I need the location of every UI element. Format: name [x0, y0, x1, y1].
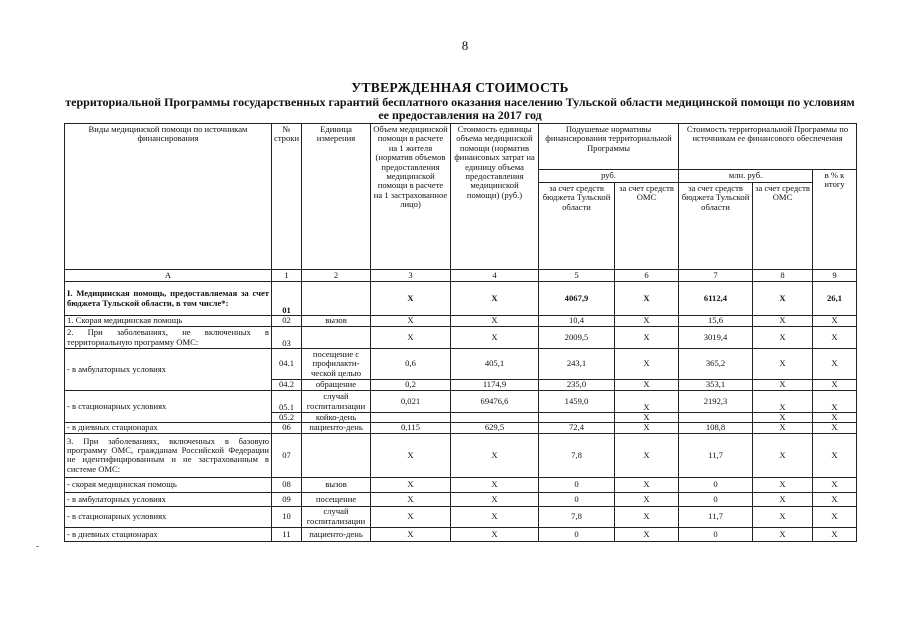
- row-no: 11: [272, 527, 302, 541]
- row-pc-budget: 7,8: [539, 506, 615, 527]
- row-no: 03: [272, 327, 302, 349]
- num-cell: 7: [679, 270, 753, 282]
- row-unit-cost: Х: [451, 327, 539, 349]
- row-unit: посещение с профилакти-ческой целью: [302, 349, 371, 380]
- row-pc-oms: Х: [615, 433, 679, 477]
- row-name: - в амбулаторных условиях: [65, 492, 272, 506]
- row-volume: Х: [371, 492, 451, 506]
- row-no: 07: [272, 433, 302, 477]
- row-tc-oms: Х: [753, 327, 813, 349]
- row-unit: случай госпитализации: [302, 391, 371, 413]
- num-cell: 9: [813, 270, 857, 282]
- row-name: 2. При заболеваниях, не включенных в территориальную программу ОМС:: [65, 327, 272, 349]
- row-pc-budget: [539, 413, 615, 423]
- row-pct: Х: [813, 316, 857, 327]
- row-tc-oms: Х: [753, 282, 813, 316]
- row-no: 02: [272, 316, 302, 327]
- row-unit-cost: 1174,9: [451, 380, 539, 391]
- document-title: УТВЕРЖДЕННАЯ СТОИМОСТЬ: [351, 80, 569, 95]
- row-no: 01: [272, 282, 302, 316]
- table-row: [65, 477, 857, 492]
- row-unit: пациенто-день: [302, 423, 371, 433]
- row-name: - скорая медицинская помощь: [65, 477, 272, 492]
- row-tc-budget: 2192,3: [679, 391, 753, 413]
- row-pct: Х: [813, 423, 857, 433]
- row-tc-oms: Х: [753, 316, 813, 327]
- header-pct: в % к итогу: [813, 170, 857, 270]
- row-pc-oms: Х: [615, 527, 679, 541]
- row-volume: Х: [371, 316, 451, 327]
- table-row: [65, 282, 857, 316]
- row-tc-budget: 108,8: [679, 423, 753, 433]
- row-volume: Х: [371, 282, 451, 316]
- row-volume: Х: [371, 527, 451, 541]
- row-tc-oms: Х: [753, 349, 813, 380]
- row-pc-budget: 7,8: [539, 433, 615, 477]
- row-unit: посещение: [302, 492, 371, 506]
- row-unit-cost: [451, 413, 539, 423]
- row-volume: Х: [371, 477, 451, 492]
- num-cell: 2: [302, 270, 371, 282]
- row-pct: Х: [813, 492, 857, 506]
- row-pct: Х: [813, 527, 857, 541]
- margin-mark: [36, 546, 39, 547]
- num-cell: 5: [539, 270, 615, 282]
- row-unit: [302, 282, 371, 316]
- table-row: [65, 423, 857, 433]
- row-no: 10: [272, 506, 302, 527]
- row-pct: Х: [813, 506, 857, 527]
- row-no: 05.1: [272, 391, 302, 413]
- row-pc-oms: Х: [615, 423, 679, 433]
- row-pct: 26,1: [813, 282, 857, 316]
- row-unit-cost: 405,1: [451, 349, 539, 380]
- header-row-1: [65, 124, 857, 170]
- row-pc-oms: Х: [615, 492, 679, 506]
- row-unit-cost: Х: [451, 527, 539, 541]
- row-pct: Х: [813, 380, 857, 391]
- row-unit-cost: 629,5: [451, 423, 539, 433]
- table-row: [65, 349, 857, 380]
- row-name: - в стационарных условиях: [65, 391, 272, 423]
- row-tc-budget: 0: [679, 527, 753, 541]
- header-tc-oms: за счет средств ОМС: [753, 183, 813, 270]
- table-row: [65, 391, 857, 413]
- row-tc-budget: 365,2: [679, 349, 753, 380]
- row-no: 08: [272, 477, 302, 492]
- row-tc-budget: 11,7: [679, 433, 753, 477]
- row-unit-cost: Х: [451, 316, 539, 327]
- row-name: - в амбулаторных условиях: [65, 349, 272, 391]
- row-tc-oms: Х: [753, 391, 813, 413]
- row-pc-oms: Х: [615, 349, 679, 380]
- row-no: 06: [272, 423, 302, 433]
- row-pc-oms: Х: [615, 316, 679, 327]
- row-pc-oms: Х: [615, 282, 679, 316]
- row-tc-oms: Х: [753, 477, 813, 492]
- row-unit: [302, 327, 371, 349]
- row-pc-budget: 0: [539, 477, 615, 492]
- row-unit-cost: Х: [451, 492, 539, 506]
- row-unit-cost: Х: [451, 282, 539, 316]
- row-pct: Х: [813, 349, 857, 380]
- row-pc-oms: Х: [615, 413, 679, 423]
- header-volume: Объем медицинской помощи в расчете на 1 жителя (норматив объемов предоставления медицинской помощи в расчете на 1 застрахованное лицо): [371, 124, 451, 270]
- row-name: I. Медицинская помощь, предоставляемая за счет бюджета Тульской области, в том числе*:: [65, 282, 272, 316]
- row-volume: Х: [371, 433, 451, 477]
- row-pc-budget: 4067,9: [539, 282, 615, 316]
- cost-table: [64, 123, 857, 542]
- num-cell: 6: [615, 270, 679, 282]
- row-name: - в стационарных условиях: [65, 506, 272, 527]
- row-pc-budget: 1459,0: [539, 391, 615, 413]
- row-unit: вызов: [302, 477, 371, 492]
- header-per-capita: Подушевые нормативы финансирования территориальной Программы: [539, 124, 679, 170]
- table-row: [65, 492, 857, 506]
- row-pc-budget: 243,1: [539, 349, 615, 380]
- row-unit: койко-день: [302, 413, 371, 423]
- page-number: 8: [461, 38, 469, 53]
- row-pct: Х: [813, 327, 857, 349]
- num-cell: А: [65, 270, 272, 282]
- row-tc-oms: Х: [753, 380, 813, 391]
- row-volume: Х: [371, 506, 451, 527]
- row-pc-budget: 72,4: [539, 423, 615, 433]
- row-pc-oms: Х: [615, 477, 679, 492]
- row-tc-oms: Х: [753, 423, 813, 433]
- row-volume: 0,021: [371, 391, 451, 413]
- row-pct: Х: [813, 477, 857, 492]
- row-unit: обращение: [302, 380, 371, 391]
- row-pc-oms: Х: [615, 380, 679, 391]
- row-unit: вызов: [302, 316, 371, 327]
- row-pc-oms: Х: [615, 391, 679, 413]
- num-cell: 1: [272, 270, 302, 282]
- row-tc-oms: Х: [753, 506, 813, 527]
- header-unit-mln: млн. руб.: [679, 170, 813, 183]
- row-pc-budget: 0: [539, 492, 615, 506]
- row-volume: 0,2: [371, 380, 451, 391]
- row-pc-budget: 10,4: [539, 316, 615, 327]
- num-cell: 8: [753, 270, 813, 282]
- row-volume: [371, 413, 451, 423]
- row-volume: Х: [371, 327, 451, 349]
- row-tc-budget: 0: [679, 492, 753, 506]
- row-name: 1. Скорая медицинская помощь: [65, 316, 272, 327]
- header-unit-rub: руб.: [539, 170, 679, 183]
- row-name: - в дневных стационарах: [65, 527, 272, 541]
- header-total-cost: Стоимость территориальной Программы по источникам ее финансового обеспечения: [679, 124, 857, 170]
- row-unit: случай госпитализации: [302, 506, 371, 527]
- row-no: 05.2: [272, 413, 302, 423]
- num-cell: 4: [451, 270, 539, 282]
- row-tc-budget: 6112,4: [679, 282, 753, 316]
- row-unit-cost: Х: [451, 433, 539, 477]
- num-cell: 3: [371, 270, 451, 282]
- row-pc-budget: 0: [539, 527, 615, 541]
- header-unit-cost: Стоимость единицы объема медицинской помощи (норматив финансовых затрат на единицу объема предоставления медицинской помощи) (руб.): [451, 124, 539, 270]
- row-pc-budget: 235,0: [539, 380, 615, 391]
- header-tc-budget: за счет средств бюджета Тульской области: [679, 183, 753, 270]
- table-row: [65, 527, 857, 541]
- header-pc-oms: за счет средств ОМС: [615, 183, 679, 270]
- row-tc-oms: Х: [753, 527, 813, 541]
- document-subtitle: территориальной Программы государственных гарантий бесплатного оказания населению Тульской области медицинской помощи по условиям ее предоставления на 2017 год: [65, 95, 855, 122]
- row-tc-budget: 3019,4: [679, 327, 753, 349]
- header-unit: Единица измерения: [302, 124, 371, 270]
- row-unit-cost: 69476,6: [451, 391, 539, 413]
- row-tc-budget: 15,6: [679, 316, 753, 327]
- row-pct: Х: [813, 413, 857, 423]
- row-no: 04.2: [272, 380, 302, 391]
- row-tc-oms: Х: [753, 433, 813, 477]
- row-unit-cost: Х: [451, 477, 539, 492]
- header-row-no: № строки: [272, 124, 302, 270]
- header-pc-budget: за счет средств бюджета Тульской области: [539, 183, 615, 270]
- row-pct: Х: [813, 433, 857, 477]
- row-pc-oms: Х: [615, 506, 679, 527]
- table-row: [65, 433, 857, 477]
- numbering-row: [65, 270, 857, 282]
- row-tc-oms: Х: [753, 492, 813, 506]
- row-tc-oms: Х: [753, 413, 813, 423]
- row-unit: пациенто-день: [302, 527, 371, 541]
- row-pc-oms: Х: [615, 327, 679, 349]
- table-row: [65, 327, 857, 349]
- header-types: Виды медицинской помощи по источникам финансирования: [65, 124, 272, 270]
- table-row: [65, 506, 857, 527]
- row-tc-budget: 11,7: [679, 506, 753, 527]
- row-tc-budget: 0: [679, 477, 753, 492]
- row-unit: [302, 433, 371, 477]
- row-unit-cost: Х: [451, 506, 539, 527]
- row-no: 04.1: [272, 349, 302, 380]
- row-volume: 0,6: [371, 349, 451, 380]
- row-tc-budget: [679, 413, 753, 423]
- row-pc-budget: 2009,5: [539, 327, 615, 349]
- row-name: 3. При заболеваниях, включенных в базовую программу ОМС, гражданам Российской Федерации не идентифицированным и не застрахованным в системе ОМС:: [65, 433, 272, 477]
- row-pct: Х: [813, 391, 857, 413]
- row-tc-budget: 353,1: [679, 380, 753, 391]
- row-volume: 0,115: [371, 423, 451, 433]
- table-row: [65, 316, 857, 327]
- row-name: - в дневных стационарах: [65, 423, 272, 433]
- row-no: 09: [272, 492, 302, 506]
